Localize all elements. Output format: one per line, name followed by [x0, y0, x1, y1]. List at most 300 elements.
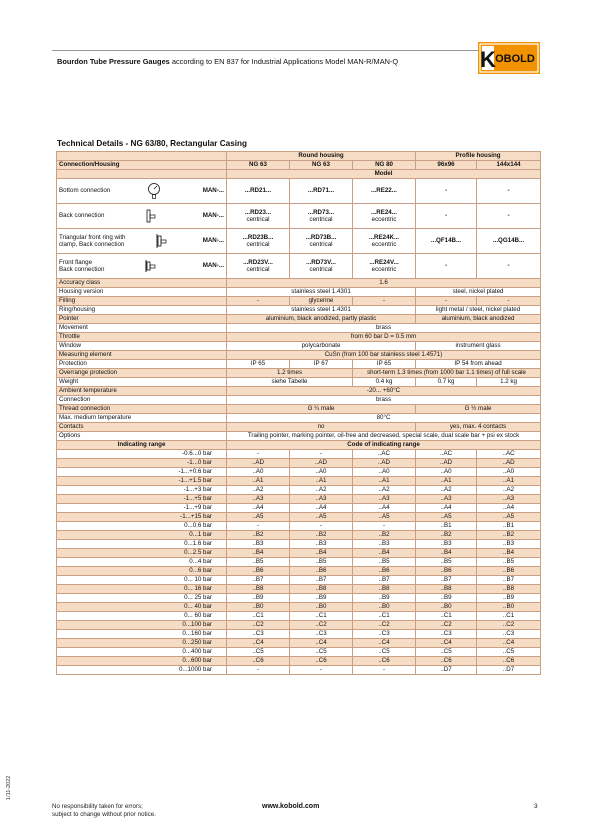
range-code: ..A0 — [477, 468, 541, 477]
range-value: 0...160 bar — [57, 630, 227, 639]
connection-position: centrical — [309, 266, 333, 273]
spec-value: stainless steel 1.4301 — [227, 288, 416, 297]
spec-row — [57, 297, 541, 306]
connection-row — [57, 254, 541, 279]
range-code: ..B5 — [290, 558, 353, 567]
range-code: - — [353, 666, 416, 675]
range-row — [57, 513, 541, 522]
range-row — [57, 639, 541, 648]
range-code: ..B8 — [416, 585, 477, 594]
model-code: ...QF14B... — [430, 237, 462, 245]
connection-position: centrical — [246, 216, 270, 223]
range-code: ..C5 — [416, 648, 477, 657]
range-value: -1...+1.5 bar — [57, 477, 227, 486]
model-code-cell — [353, 179, 416, 204]
spec-label: Overrange protection — [57, 369, 227, 378]
spec-row — [57, 288, 541, 297]
model-code: ...RE24V... — [369, 258, 399, 266]
spec-value: 1.2 kg — [477, 378, 541, 387]
model-code-cell — [353, 254, 416, 279]
empty-cell — [57, 170, 227, 179]
range-code: ..A1 — [290, 477, 353, 486]
range-code: ..C4 — [416, 639, 477, 648]
range-code: ..C3 — [353, 630, 416, 639]
model-code: ...RE24... — [371, 208, 397, 216]
model-code-cell — [416, 254, 477, 279]
kobold-logo — [478, 42, 540, 74]
spec-value: - — [227, 297, 290, 306]
range-code: ..B2 — [353, 531, 416, 540]
range-code: ..B9 — [477, 594, 541, 603]
range-code: ..A4 — [353, 504, 416, 513]
range-row — [57, 648, 541, 657]
model-code: ...RE22... — [371, 187, 397, 195]
range-value: 0...400 bar — [57, 648, 227, 657]
range-code: ..B4 — [477, 549, 541, 558]
spec-value: 0.7 kg — [416, 378, 477, 387]
spec-row — [57, 315, 541, 324]
range-code: ..B5 — [477, 558, 541, 567]
spec-value: - — [353, 297, 416, 306]
range-value: 0...600 bar — [57, 657, 227, 666]
range-value: 0...0.6 bar — [57, 522, 227, 531]
model-code-cell — [227, 204, 290, 229]
range-code: ..B4 — [353, 549, 416, 558]
range-row — [57, 630, 541, 639]
model-code-cell — [477, 179, 541, 204]
spec-row — [57, 423, 541, 432]
range-code: ..AC — [353, 450, 416, 459]
spec-row — [57, 306, 541, 315]
model-code: - — [507, 187, 510, 195]
spec-label: Protection — [57, 360, 227, 369]
range-code: ..C4 — [353, 639, 416, 648]
model-code: ...RD73... — [307, 208, 335, 216]
spec-value: aluminium, black anodized — [416, 315, 541, 324]
range-value: 0... 10 bar — [57, 576, 227, 585]
spec-value: light metal / steel, nickel plated — [416, 306, 541, 315]
range-code: ..B0 — [227, 603, 290, 612]
spec-label: Movement — [57, 324, 227, 333]
spec-row — [57, 387, 541, 396]
range-code: ..C5 — [290, 648, 353, 657]
range-code: ..C2 — [290, 621, 353, 630]
range-code: ..B7 — [290, 576, 353, 585]
range-row — [57, 459, 541, 468]
spec-row — [57, 360, 541, 369]
spec-label: Accuracy class — [57, 279, 227, 288]
spec-row — [57, 405, 541, 414]
range-code: ..A2 — [290, 486, 353, 495]
range-code: ..C6 — [353, 657, 416, 666]
range-value: -1...+3 bar — [57, 486, 227, 495]
model-code-cell — [227, 254, 290, 279]
model-code-cell — [290, 229, 353, 254]
gauge-bottom-icon — [147, 183, 161, 199]
range-code: ..B2 — [290, 531, 353, 540]
range-code: ..AD — [477, 459, 541, 468]
range-code: ..B6 — [353, 567, 416, 576]
range-code: ..A5 — [353, 513, 416, 522]
spec-label: Measuring element — [57, 351, 227, 360]
range-code: ..C2 — [227, 621, 290, 630]
code-header: Code of indicating range — [227, 441, 541, 450]
range-code: ..C4 — [477, 639, 541, 648]
range-code: ..B2 — [477, 531, 541, 540]
range-code: ..B0 — [416, 603, 477, 612]
spec-label: Ring/housing — [57, 306, 227, 315]
range-code: ..C2 — [416, 621, 477, 630]
range-code: ..C6 — [416, 657, 477, 666]
spec-value: 1.2 times — [227, 369, 353, 378]
range-code: ..A1 — [227, 477, 290, 486]
range-value: 0...1 bar — [57, 531, 227, 540]
range-row — [57, 585, 541, 594]
range-code: ..A5 — [227, 513, 290, 522]
range-code: ..A2 — [416, 486, 477, 495]
spec-value: steel, nickel plated — [416, 288, 541, 297]
model-code: - — [507, 262, 510, 270]
range-value: 0... 25 bar — [57, 594, 227, 603]
range-code: ..A4 — [416, 504, 477, 513]
model-code: - — [507, 212, 510, 220]
spec-label: Max. medium temperature — [57, 414, 227, 423]
range-value: 0...6 bar — [57, 567, 227, 576]
table-model-header — [57, 170, 541, 179]
spec-row — [57, 378, 541, 387]
spec-label: Options — [57, 432, 227, 441]
model-prefix: MAN-... — [202, 237, 224, 245]
model-code-cell — [416, 204, 477, 229]
connection-label-cell — [57, 254, 227, 279]
range-code: ..C4 — [227, 639, 290, 648]
range-row — [57, 567, 541, 576]
range-code: ..B9 — [416, 594, 477, 603]
range-row — [57, 558, 541, 567]
range-code: ..A3 — [290, 495, 353, 504]
spec-value: brass — [227, 396, 541, 405]
range-row — [57, 504, 541, 513]
range-code: ..B8 — [353, 585, 416, 594]
column-header-size: 96x96 — [416, 161, 477, 170]
spec-value: CuSn (from 100 bar stainless steel 1.4571) — [227, 351, 541, 360]
connection-label-cell — [57, 229, 227, 254]
range-code: ..B4 — [416, 549, 477, 558]
spec-row — [57, 369, 541, 378]
range-code: ..B3 — [477, 540, 541, 549]
spec-value: glycerine — [290, 297, 353, 306]
range-row — [57, 531, 541, 540]
range-code: ..AD — [416, 459, 477, 468]
range-code: ..C6 — [227, 657, 290, 666]
spec-label: Connection — [57, 396, 227, 405]
column-header-size: NG 63 — [290, 161, 353, 170]
spec-value: - — [416, 297, 477, 306]
website-link[interactable]: www.kobold.com — [262, 803, 320, 810]
model-code: ...RD23... — [244, 208, 272, 216]
model-code: ...QG14B... — [492, 237, 525, 245]
spec-value: Trailing pointer, marking pointer, oil-free and decreased, special scale, dual scale bar + psi ex stock — [227, 432, 541, 441]
column-header-connection: Connection/Housing — [57, 161, 227, 170]
spec-value: instrument glass — [416, 342, 541, 351]
model-code: ...RD21... — [244, 187, 272, 195]
table-column-header — [57, 161, 541, 170]
range-code: ..B0 — [290, 603, 353, 612]
range-code: ..B1 — [416, 522, 477, 531]
front-flange-icon — [144, 258, 158, 274]
model-code-cell — [290, 254, 353, 279]
range-code: - — [227, 522, 290, 531]
range-code: ..A2 — [227, 486, 290, 495]
range-code: ..B4 — [227, 549, 290, 558]
range-code: ..C3 — [477, 630, 541, 639]
range-code: ..B5 — [416, 558, 477, 567]
connection-row — [57, 229, 541, 254]
column-header-size: NG 80 — [353, 161, 416, 170]
range-code: ..A1 — [416, 477, 477, 486]
range-row — [57, 486, 541, 495]
model-code: ...RD23B... — [242, 233, 274, 241]
range-row — [57, 621, 541, 630]
range-code: - — [290, 666, 353, 675]
model-code: - — [445, 262, 448, 270]
range-code: ..B5 — [353, 558, 416, 567]
range-code: - — [353, 522, 416, 531]
range-code: ..C5 — [227, 648, 290, 657]
spec-row — [57, 432, 541, 441]
spec-value: aluminium, black anodized, partly plastic — [227, 315, 416, 324]
range-code: ..B9 — [353, 594, 416, 603]
range-code: ..A2 — [477, 486, 541, 495]
range-value: -0.6...0 bar — [57, 450, 227, 459]
connection-row — [57, 204, 541, 229]
model-header: Model — [227, 170, 541, 179]
model-code-cell — [227, 229, 290, 254]
range-code: ..A4 — [227, 504, 290, 513]
range-row — [57, 612, 541, 621]
connection-label: Back connection — [59, 212, 105, 220]
model-code-cell — [290, 204, 353, 229]
model-code: ...RD73V... — [306, 258, 336, 266]
range-code: ..B2 — [416, 531, 477, 540]
range-code: ..C1 — [290, 612, 353, 621]
svg-text:OBOLD: OBOLD — [495, 53, 535, 65]
range-code: ..C3 — [290, 630, 353, 639]
range-row — [57, 603, 541, 612]
model-code-cell — [353, 229, 416, 254]
range-code: ..A1 — [353, 477, 416, 486]
range-code: ..B6 — [416, 567, 477, 576]
range-code: ..B9 — [227, 594, 290, 603]
section-title: Technical Details - NG 63/80, Rectangular Casing — [57, 139, 248, 148]
range-value: -1...+15 bar — [57, 513, 227, 522]
spec-value: siehe Tabelle — [227, 378, 353, 387]
connection-position: centrical — [309, 241, 333, 248]
model-code-cell — [290, 179, 353, 204]
range-code: ..D7 — [477, 666, 541, 675]
range-code: ..A4 — [290, 504, 353, 513]
range-code: - — [290, 450, 353, 459]
range-code: ..AC — [416, 450, 477, 459]
spec-value: G ½ male — [416, 405, 541, 414]
model-code: ...RD23V... — [243, 258, 273, 266]
range-code: ..B9 — [290, 594, 353, 603]
spec-row — [57, 351, 541, 360]
range-code: ..B3 — [353, 540, 416, 549]
spec-row — [57, 342, 541, 351]
range-code: ..A3 — [416, 495, 477, 504]
range-code: - — [227, 666, 290, 675]
range-code: ..B6 — [290, 567, 353, 576]
range-value: 0...1000 bar — [57, 666, 227, 675]
range-value: -1...+0.6 bar — [57, 468, 227, 477]
range-code: ..AD — [227, 459, 290, 468]
range-code: ..C6 — [477, 657, 541, 666]
range-value: -1...+9 bar — [57, 504, 227, 513]
connection-position: centrical — [309, 216, 333, 223]
range-code: ..A0 — [290, 468, 353, 477]
range-code: ..A5 — [290, 513, 353, 522]
connection-label: Front flange — [59, 258, 93, 266]
model-code-cell — [416, 229, 477, 254]
range-code: ..B0 — [477, 603, 541, 612]
connection-position: centrical — [246, 241, 270, 248]
range-code: ..C1 — [416, 612, 477, 621]
range-code: ..C6 — [290, 657, 353, 666]
range-code: ..A3 — [477, 495, 541, 504]
spec-value: -20... +60°C — [227, 387, 541, 396]
model-code-cell — [477, 229, 541, 254]
range-header-row — [57, 441, 541, 450]
range-code: ..C3 — [227, 630, 290, 639]
range-code: ..A2 — [353, 486, 416, 495]
connection-position: eccentric — [371, 266, 397, 273]
range-value: 0... 16 bar — [57, 585, 227, 594]
range-code: ..A0 — [416, 468, 477, 477]
range-code: ..B3 — [227, 540, 290, 549]
range-row — [57, 549, 541, 558]
range-row — [57, 666, 541, 675]
disclaimer: No responsibility taken for errors; subject to change without prior notice. — [52, 803, 156, 818]
range-code: - — [290, 522, 353, 531]
model-prefix: MAN-... — [202, 212, 224, 220]
spec-label: Contacts — [57, 423, 227, 432]
model-code: ...RD73B... — [305, 233, 337, 241]
connection-row — [57, 179, 541, 204]
range-code: ..B8 — [477, 585, 541, 594]
model-code-cell — [227, 179, 290, 204]
range-code: ..A3 — [353, 495, 416, 504]
model-code-cell — [477, 254, 541, 279]
range-code: ..C3 — [416, 630, 477, 639]
spec-label: Thread connection — [57, 405, 227, 414]
spec-row — [57, 324, 541, 333]
model-code: - — [445, 187, 448, 195]
spec-label: Pointer — [57, 315, 227, 324]
range-value: 0...250 bar — [57, 639, 227, 648]
spec-label: Filling — [57, 297, 227, 306]
range-code: ..A3 — [227, 495, 290, 504]
spec-row — [57, 333, 541, 342]
range-code: ..B5 — [227, 558, 290, 567]
model-code: ...RE24K... — [368, 233, 400, 241]
range-code: ..C5 — [353, 648, 416, 657]
range-code: ..B2 — [227, 531, 290, 540]
spec-label: Housing version — [57, 288, 227, 297]
front-ring-icon — [155, 233, 169, 249]
range-code: ..AD — [353, 459, 416, 468]
range-code: ..B7 — [416, 576, 477, 585]
range-row — [57, 450, 541, 459]
range-code: ..B7 — [477, 576, 541, 585]
range-code: ..B6 — [477, 567, 541, 576]
range-code: ..D7 — [416, 666, 477, 675]
range-code: ..A5 — [477, 513, 541, 522]
table-group-header — [57, 152, 541, 161]
column-header-size: 144x144 — [477, 161, 541, 170]
range-code: ..B8 — [290, 585, 353, 594]
spec-value: from 60 bar D = 0.5 mm — [227, 333, 541, 342]
range-code: ..AC — [477, 450, 541, 459]
connection-position: centrical — [246, 266, 270, 273]
spec-value: IP 65 — [353, 360, 416, 369]
range-value: 0...4 bar — [57, 558, 227, 567]
range-code: ..B7 — [227, 576, 290, 585]
connection-label: Triangular front ring with — [59, 233, 126, 241]
range-value: -1...+5 bar — [57, 495, 227, 504]
connection-label-cell — [57, 179, 227, 204]
spec-row — [57, 396, 541, 405]
model-prefix: MAN-... — [202, 187, 224, 195]
spec-value: yes, max. 4 contacts — [416, 423, 541, 432]
group-profile-housing: Profile housing — [416, 152, 541, 161]
spec-label: Window — [57, 342, 227, 351]
connection-label: Bottom connection — [59, 187, 111, 195]
range-row — [57, 468, 541, 477]
connection-position: eccentric — [371, 216, 397, 223]
empty-cell — [57, 152, 227, 161]
range-value: 0...100 bar — [57, 621, 227, 630]
range-code: ..B6 — [227, 567, 290, 576]
range-value: 0... 60 bar — [57, 612, 227, 621]
spec-value: 80°C — [227, 414, 541, 423]
range-code: ..A1 — [477, 477, 541, 486]
model-code: ...RD71... — [307, 187, 335, 195]
spec-value: stainless steel 1.4301 — [227, 306, 416, 315]
document-date: 1/11-2022 — [6, 775, 12, 800]
range-row — [57, 522, 541, 531]
range-code: ..B7 — [353, 576, 416, 585]
model-code-cell — [477, 204, 541, 229]
range-code: - — [227, 450, 290, 459]
svg-text:K: K — [480, 47, 496, 72]
spec-value: 0.4 kg — [353, 378, 416, 387]
spec-value: IP 65 — [227, 360, 290, 369]
model-code-cell — [416, 179, 477, 204]
range-row — [57, 594, 541, 603]
range-code: ..A5 — [416, 513, 477, 522]
range-code: ..B1 — [477, 522, 541, 531]
indicating-range-header: Indicating range — [57, 441, 227, 450]
spec-value: 1.6 — [227, 279, 541, 288]
range-code: ..B0 — [353, 603, 416, 612]
model-prefix: MAN-... — [202, 262, 224, 270]
range-code: ..B4 — [290, 549, 353, 558]
range-code: ..B3 — [416, 540, 477, 549]
range-value: 0...2.5 bar — [57, 549, 227, 558]
range-code: ..B3 — [290, 540, 353, 549]
range-code: ..C5 — [477, 648, 541, 657]
